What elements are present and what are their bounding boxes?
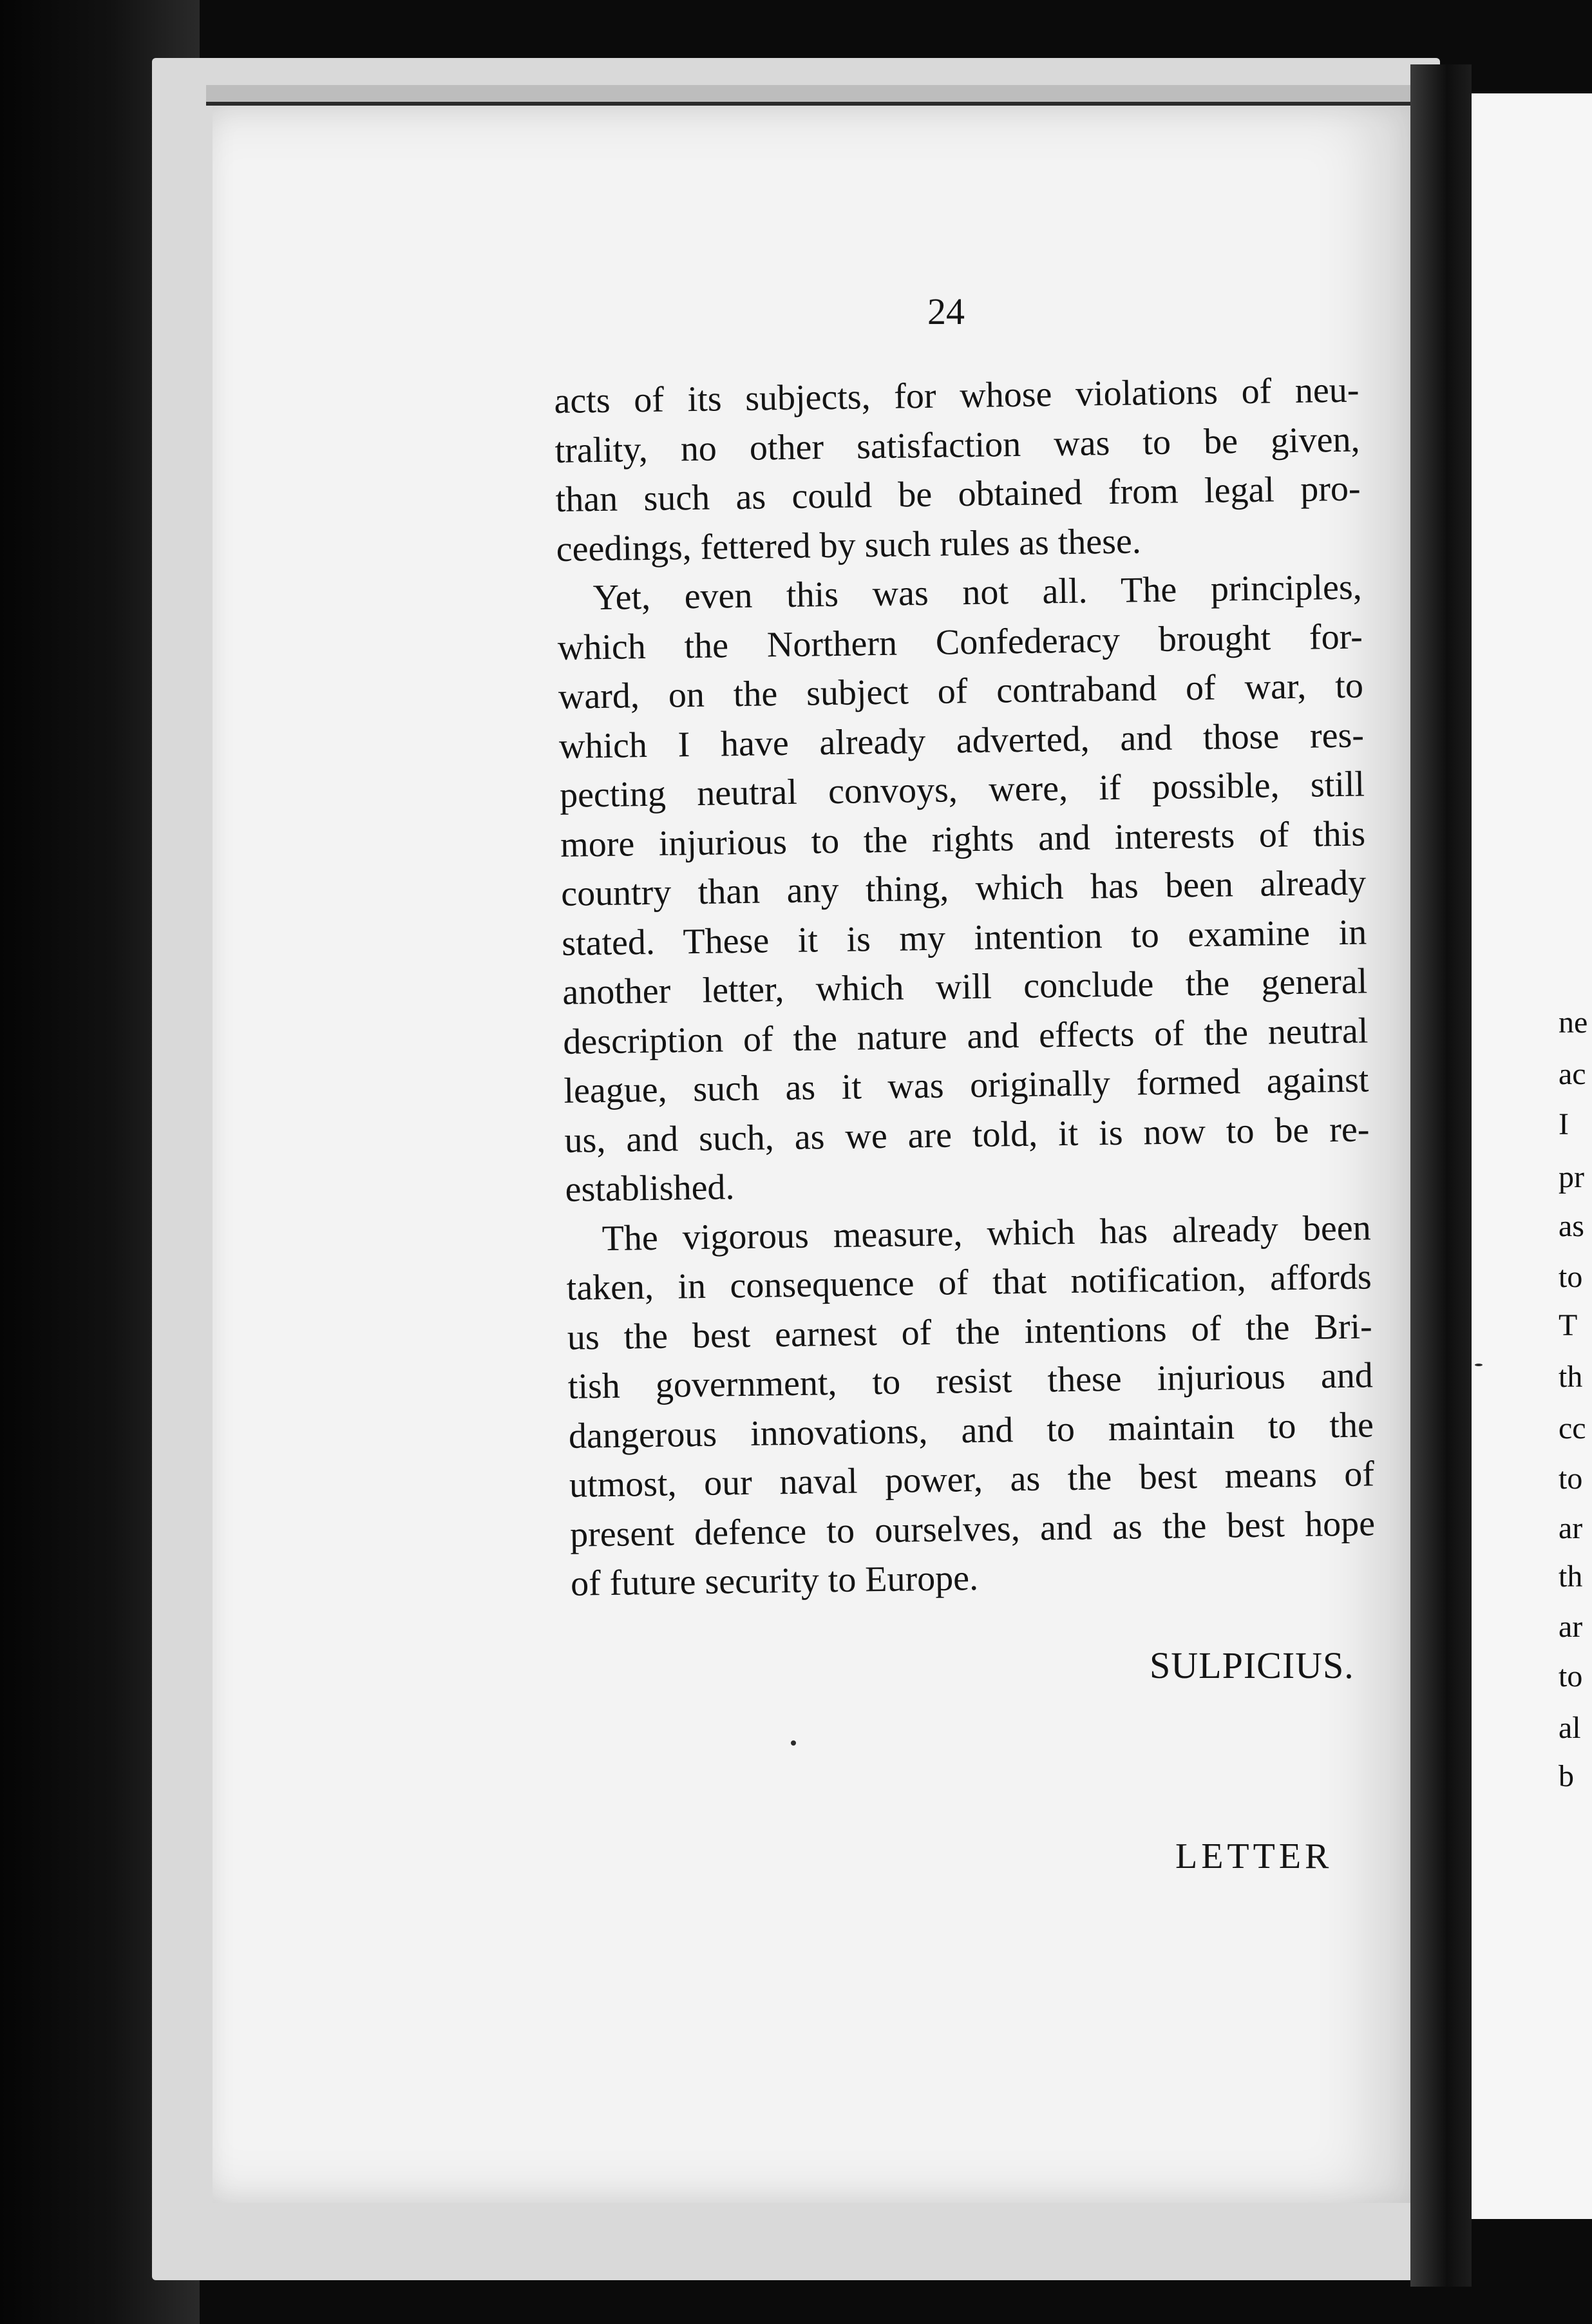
text-line: The vigorous measure, which has already been — [602, 1207, 1371, 1259]
facing-page-fragment: th — [1559, 1360, 1583, 1394]
facing-page-fragment: to — [1559, 1659, 1583, 1693]
text-line: Yet, even this was not all. The principles, — [592, 567, 1363, 618]
text-line: pecting neutral convoys, were, if possible, still — [559, 764, 1365, 815]
text-line: of future security to Europe. — [570, 1557, 979, 1604]
facing-page-fragment: b — [1559, 1759, 1574, 1793]
facing-page-fragment: th — [1559, 1559, 1583, 1594]
text-line: country than any thing, which has been already — [560, 862, 1367, 914]
body-text — [554, 366, 1376, 1609]
facing-page — [1472, 93, 1592, 2219]
facing-page-fragment: pr — [1559, 1160, 1584, 1194]
text-line: trality, no other satisfaction was to be given, — [554, 419, 1360, 471]
text-line: stated. These it is my intention to examine in — [561, 911, 1367, 964]
text-line: which the Northern Confederacy brought for- — [557, 616, 1363, 668]
text-line: more injurious to the rights and interests of this — [560, 813, 1366, 865]
signature: SULPICIUS. — [1150, 1644, 1354, 1686]
facing-page-fragment: to — [1559, 1260, 1583, 1294]
text-line: taken, in consequence of that notification, affords — [566, 1257, 1372, 1308]
ink-speck — [1475, 1364, 1483, 1366]
facing-page-fragment: ne — [1559, 1005, 1588, 1040]
text-line: us the best earnest of the intentions of the Bri- — [567, 1306, 1373, 1358]
text-line: acts of its subjects, for whose violations of neu- — [554, 370, 1360, 421]
text-line: utmost, our naval power, as the best means of — [569, 1454, 1375, 1505]
text-line: dangerous innovations, and to maintain to the — [568, 1404, 1374, 1456]
text-line: ward, on the subject of contraband of war, to — [558, 665, 1364, 717]
text-line: tish government, to resist these injurious and — [567, 1355, 1374, 1407]
facing-page-fragment: I — [1559, 1107, 1569, 1141]
catchword: LETTER — [1175, 1836, 1333, 1876]
text-line: which I have already adverted, and those res- — [558, 714, 1365, 767]
text-line: ceedings, fettered by such rules as these. — [556, 520, 1142, 569]
facing-page-fragment: ar — [1559, 1610, 1583, 1644]
facing-page-fragment: ac — [1559, 1057, 1586, 1091]
text-line: us, and such, as we are told, it is now to be re- — [564, 1109, 1370, 1161]
text-line: established. — [565, 1167, 735, 1210]
ink-speck — [791, 1740, 796, 1746]
facing-page-fragment: to — [1559, 1462, 1583, 1496]
facing-page-fragment: ar — [1559, 1511, 1583, 1545]
text-line: another letter, which will conclude the general — [562, 961, 1368, 1013]
page-top-edge — [206, 85, 1417, 106]
text-line: than such as could be obtained from legal pro- — [555, 468, 1361, 520]
facing-page-fragment: al — [1559, 1711, 1581, 1745]
text-line: league, such as it was originally formed against — [564, 1060, 1369, 1111]
book-gutter — [1410, 64, 1472, 2287]
page-number: 24 — [927, 290, 965, 332]
facing-page-fragment: cc — [1559, 1411, 1586, 1445]
facing-page-fragment: as — [1559, 1209, 1584, 1243]
facing-page-fragment: T — [1559, 1308, 1578, 1342]
text-line: description of the nature and effects of the neutral — [562, 1010, 1369, 1062]
text-line: present defence to ourselves, and as the best hope — [569, 1503, 1376, 1555]
